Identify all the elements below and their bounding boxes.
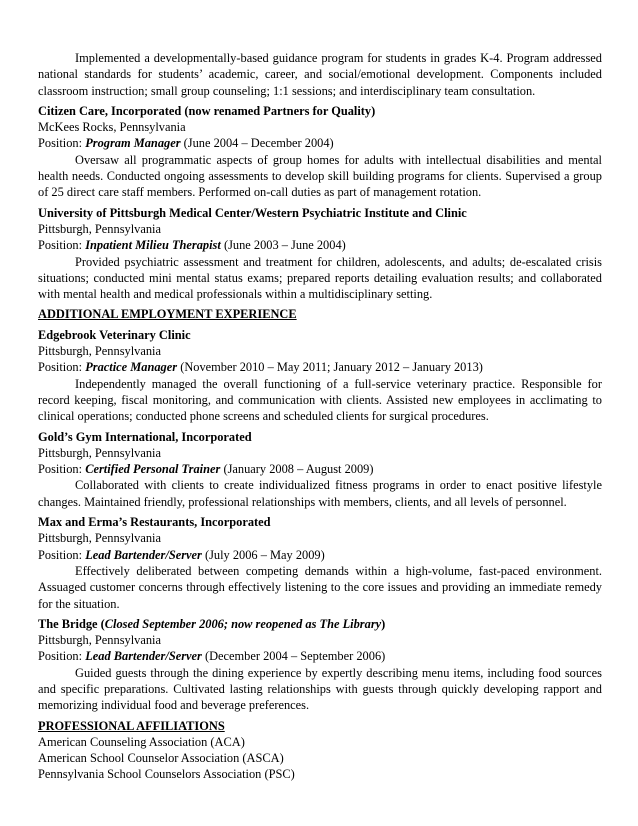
employer-name: Citizen Care, Incorporated (now renamed Partners for Quality) <box>38 103 376 118</box>
resume-page <box>38 50 602 783</box>
job-location: McKees Rocks, Pennsylvania <box>38 120 186 135</box>
job-location: Pittsburgh, Pennsylvania <box>38 633 161 648</box>
position-title: Inpatient Milieu Therapist <box>85 238 221 253</box>
job-entry <box>38 103 602 201</box>
job-position <box>38 648 602 664</box>
affiliation-item: Pennsylvania School Counselors Association (PSC) <box>38 767 295 782</box>
position-dates: (June 2003 – June 2004) <box>223 238 346 253</box>
job-description: Effectively deliberated between competing demands within a high-volume, fast-paced environment. Assuaged customer concerns through effectively listening to the core issues and providing an immediate remedy for the situation. <box>38 563 602 611</box>
job-position <box>38 359 602 375</box>
intro-paragraph: Implemented a developmentally-based guidance program for students in grades K-4. Program addressed national standards for students’ academic, career, and social/emotional development. Components included classroom instruction; small group counseling; 1:1 sessions; and interdisciplinary team consultation. <box>38 51 602 98</box>
job-entry <box>38 327 602 425</box>
position-title: Program Manager <box>85 136 181 151</box>
job-position <box>38 461 602 477</box>
employer-name: Max and Erma’s Restaurants, Incorporated <box>38 515 271 530</box>
position-label: Position: <box>38 649 83 664</box>
position-label: Position: <box>38 360 83 375</box>
employer-name: Edgebrook Veterinary Clinic <box>38 327 191 342</box>
section-heading-professional-affiliations: PROFESSIONAL AFFILIATIONS <box>38 718 225 733</box>
employer-name-end: ) <box>381 616 386 631</box>
employer-name: Gold’s Gym International, Incorporated <box>38 429 252 444</box>
job-entry <box>38 429 602 510</box>
position-label: Position: <box>38 136 83 151</box>
position-title: Lead Bartender/Server <box>85 649 202 664</box>
section-heading-additional-employment: ADDITIONAL EMPLOYMENT EXPERIENCE <box>38 307 297 322</box>
affiliation-item: American School Counselor Association (ASCA) <box>38 751 284 766</box>
job-description: Provided psychiatric assessment and treatment for children, adolescents, and adults; de-escalated crisis situations; conducted mini mental status exams; prepared reports detailing evaluation results; and collaborated with mental health and medical professionals within a multidisciplinary setting. <box>38 254 602 302</box>
employer-name <box>38 616 602 632</box>
position-label: Position: <box>38 238 83 253</box>
job-entry <box>38 616 602 714</box>
job-position <box>38 547 602 563</box>
job-location: Pittsburgh, Pennsylvania <box>38 221 161 236</box>
job-description: Collaborated with clients to create individualized fitness programs in order to enact positive lifestyle changes. Maintained friendly, professional relationships with members, clients, and all levels of personnel. <box>38 478 602 509</box>
position-title: Certified Personal Trainer <box>85 462 221 477</box>
employer-name-main: The Bridge ( <box>38 616 105 631</box>
job-location: Pittsburgh, Pennsylvania <box>38 445 161 460</box>
job-location: Pittsburgh, Pennsylvania <box>38 344 161 359</box>
position-dates: (January 2008 – August 2009) <box>223 462 374 477</box>
position-label: Position: <box>38 462 83 477</box>
position-dates: (December 2004 – September 2006) <box>204 649 386 664</box>
employer-name-note: Closed September 2006; now reopened as The Library <box>104 616 382 631</box>
job-description: Independently managed the overall functioning of a full-service veterinary practice. Responsible for record keeping, fiscal monitoring, and communication with clients. Assisted new employees in acclimating to clinical operations; conducted phone screens and scheduled clients for surgical procedures. <box>38 376 602 424</box>
job-description: Oversaw all programmatic aspects of group homes for adults with intellectual disabilities and mental health needs. Conducted ongoing assessments to develop skill building programs for clients. Supervised a group of 25 direct care staff members. Performed on-call duties as part of management rotation. <box>38 152 602 200</box>
job-description: Guided guests through the dining experience by expertly describing menu items, including food sources and specific preparations. Cultivated lasting relationships with guests through quickly developing rapport and memorizing individual food and beverage preferences. <box>38 665 602 713</box>
job-position <box>38 135 602 151</box>
position-dates: (June 2004 – December 2004) <box>183 136 334 151</box>
job-entry <box>38 514 602 612</box>
affiliation-item: American Counseling Association (ACA) <box>38 734 245 749</box>
job-position <box>38 237 602 253</box>
position-label: Position: <box>38 547 83 562</box>
position-dates: (November 2010 – May 2011; January 2012 – January 2013) <box>180 360 483 375</box>
job-location: Pittsburgh, Pennsylvania <box>38 531 161 546</box>
position-dates: (July 2006 – May 2009) <box>204 547 325 562</box>
position-title: Lead Bartender/Server <box>85 547 202 562</box>
job-entry <box>38 205 602 303</box>
affiliations-list <box>38 734 602 783</box>
employer-name: University of Pittsburgh Medical Center/Western Psychiatric Institute and Clinic <box>38 205 467 220</box>
position-title: Practice Manager <box>85 360 178 375</box>
